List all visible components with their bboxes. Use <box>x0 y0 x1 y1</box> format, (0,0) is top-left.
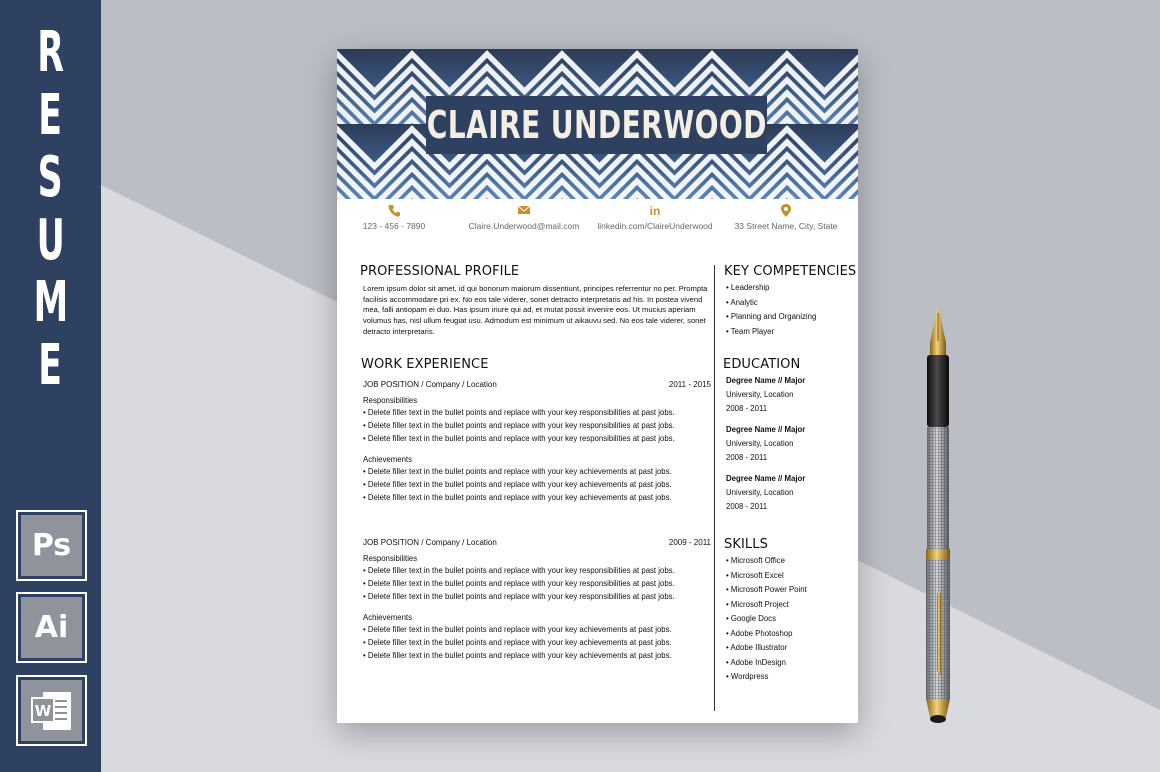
degree-name: Degree Name // Major <box>726 474 806 483</box>
achievement-item: • Delete filler text in the bullet points and replace with your key achievements at past jobs. <box>363 638 672 648</box>
education-years: 2008 - 2011 <box>726 502 768 511</box>
degree-name: Degree Name // Major <box>726 376 806 385</box>
letter: R <box>37 20 64 85</box>
phone-icon <box>347 204 441 218</box>
achievements-label: Achievements <box>363 613 412 623</box>
skill-item: • Microsoft Office <box>726 556 785 565</box>
competencies-title: KEY COMPETENCIES <box>724 264 857 279</box>
school-name: University, Location <box>726 488 794 497</box>
responsibility-item: • Delete filler text in the bullet points and replace with your key responsibilities at past jobs. <box>363 420 675 430</box>
contact-address: 33 Street Name, City, State <box>730 204 842 231</box>
illustrator-icon: Ai <box>16 592 87 663</box>
svg-text:W: W <box>34 701 51 720</box>
achievement-item: • Delete filler text in the bullet points and replace with your key achievements at past jobs. <box>363 625 672 635</box>
achievements-label: Achievements <box>363 455 412 465</box>
achievement-item: • Delete filler text in the bullet points and replace with your key achievements at past jobs. <box>363 492 672 502</box>
skill-item: • Microsoft Power Point <box>726 585 807 594</box>
responsibility-item: • Delete filler text in the bullet points and replace with your key responsibilities at past jobs. <box>363 578 675 588</box>
responsibilities-label: Responsibilities <box>363 554 418 563</box>
competency-item: • Leadership <box>726 283 770 292</box>
letter: S <box>37 145 64 210</box>
responsibilities-label: Responsibilities <box>363 396 418 405</box>
word-icon <box>16 675 87 746</box>
skill-item: • Google Docs <box>726 614 776 623</box>
contact-row <box>337 204 858 244</box>
responsibility-item: • Delete filler text in the bullet points and replace with your key responsibilities at past jobs. <box>363 591 675 601</box>
contact-email: Claire.Underwood@mail.com <box>464 204 584 231</box>
resume-vertical-word <box>0 22 101 397</box>
achievement-item: • Delete filler text in the bullet points and replace with your key achievements at past jobs. <box>363 467 672 477</box>
profile-title: PROFESSIONAL PROFILE <box>360 264 520 279</box>
school-name: University, Location <box>726 390 794 399</box>
education-years: 2008 - 2011 <box>726 404 768 413</box>
skills-title: SKILLS <box>724 537 768 552</box>
skill-item: • Microsoft Project <box>726 599 789 609</box>
education-entry <box>726 472 805 514</box>
competency-item: • Analytic <box>726 297 758 307</box>
word-doc-glyph <box>29 688 75 734</box>
name-banner <box>426 96 767 154</box>
mail-icon <box>464 204 584 218</box>
skill-item: • Adobe Illustrator <box>726 643 788 652</box>
skills-list <box>726 554 807 685</box>
job-dates: 2009 - 2011 <box>668 538 711 547</box>
achievement-item: • Delete filler text in the bullet points and replace with your key achievements at past jobs. <box>363 650 672 660</box>
photoshop-icon: Ps <box>16 510 87 581</box>
education-entry <box>726 423 805 465</box>
competency-item: • Team Player <box>726 326 775 336</box>
job-entry <box>363 380 711 505</box>
education-title: EDUCATION <box>723 357 801 372</box>
profile-text: Lorem ipsum dolor sit amet, id qui bonorum maiorum dissentiunt, principes referrentur no per. Prompta facilisis accommodare pri ex. No eos tale viderer, sonet detracto interpretaris ad his. In postea vivend mea, falli antiopam ei duo. Has ipsum iriure qui ad, et mutat possit invenire eos. Ut mucius aperiam volumus has, nisl ullum feugiat usu. Admodum est minimum ut aikauvu sed. No eos tale viderer, sonet detracto interpretaris. <box>363 284 708 336</box>
letter: U <box>36 207 65 273</box>
linkedin-icon: in <box>649 204 661 218</box>
job-dates: 2011 - 2015 <box>668 380 711 389</box>
responsibility-item: • Delete filler text in the bullet points and replace with your key responsibilities at past jobs. <box>363 433 675 443</box>
column-divider <box>714 265 715 711</box>
contact-phone: 123 - 456 - 7890 <box>347 204 441 231</box>
job-position: JOB POSITION / Company / Location <box>363 538 497 547</box>
location-pin-icon <box>730 204 842 218</box>
letter: M <box>33 270 68 335</box>
responsibility-item: • Delete filler text in the bullet points and replace with your key responsibilities at past jobs. <box>363 566 675 575</box>
school-name: University, Location <box>726 439 794 448</box>
competency-item: • Planning and Organizing <box>726 312 817 321</box>
education-years: 2008 - 2011 <box>726 453 768 462</box>
degree-name: Degree Name // Major <box>726 425 806 434</box>
skill-item: • Microsoft Excel <box>726 570 784 580</box>
skill-item: • Adobe Photoshop <box>726 628 793 638</box>
job-entry <box>363 538 711 663</box>
education-entry <box>726 374 805 416</box>
responsibility-item: • Delete filler text in the bullet points and replace with your key responsibilities at past jobs. <box>363 408 675 417</box>
candidate-name: CLAIRE UNDERWOOD <box>426 103 767 147</box>
letter: E <box>38 82 63 148</box>
letter: E <box>38 332 63 398</box>
contact-linkedin: in linkedin.com/ClaireUnderwood <box>590 204 720 231</box>
achievement-item: • Delete filler text in the bullet points and replace with your key achievements at past jobs. <box>363 480 672 490</box>
job-position: JOB POSITION / Company / Location <box>363 380 497 389</box>
resume-page <box>337 49 858 723</box>
competencies-list <box>726 281 816 339</box>
left-sidebar <box>0 0 101 772</box>
skill-item: • Adobe InDesign <box>726 657 786 667</box>
work-experience-title: WORK EXPERIENCE <box>361 357 489 372</box>
skill-item: • Wordpress <box>726 672 769 681</box>
fountain-pen-image <box>908 305 968 725</box>
